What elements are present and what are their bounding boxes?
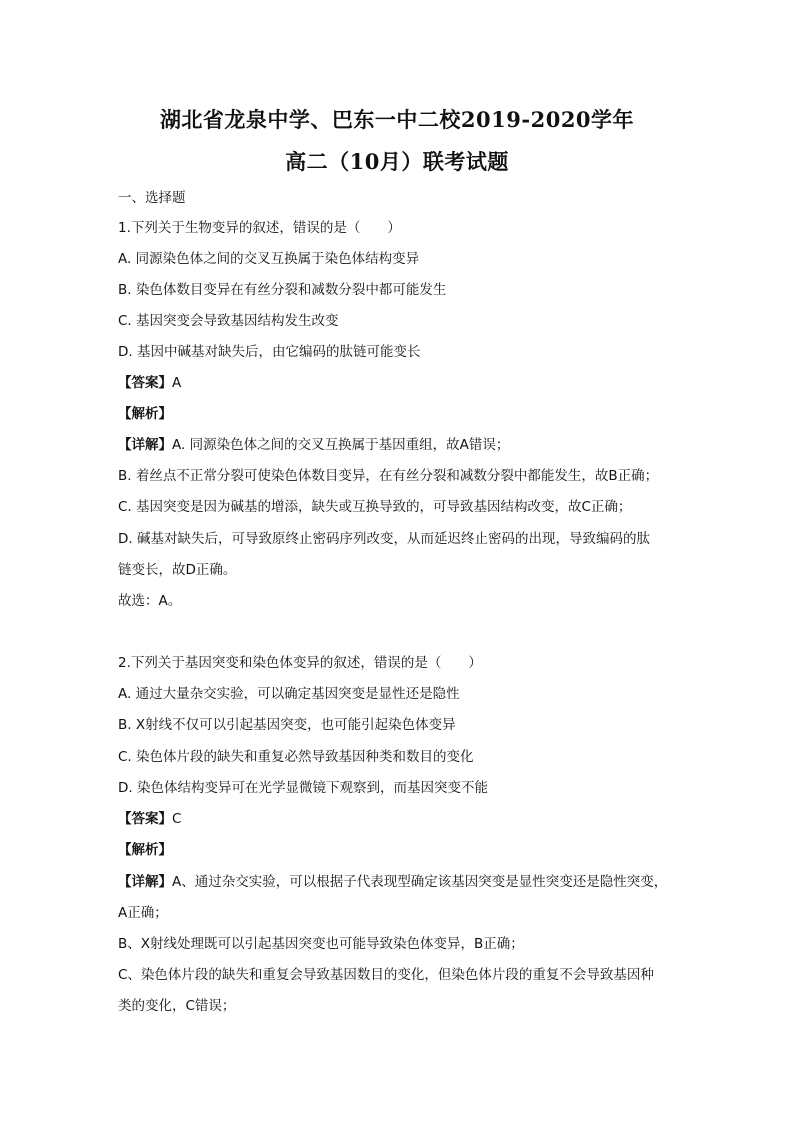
document-title: 湖北省龙泉中学、巴东一中二校2019-2020学年 (159, 107, 635, 132)
question-1-stem: 1.下列关于生物变异的叙述，错误的是（ ） (118, 220, 401, 236)
answer-value: A (172, 375, 182, 391)
detail-text: A、通过杂交实验，可以根据子代表现型确定该基因突变是显性突变还是隐性突变， (172, 874, 668, 890)
section-heading: 一、选择题 (118, 190, 186, 206)
question-2-option-d: D. 染色体结构变异可在光学显微镜下观察到，而基因突变不能 (118, 780, 488, 796)
question-2-detail-a-line1 (118, 873, 667, 891)
question-1-detail-b: B. 着丝点不正常分裂可使染色体数目变异，在有丝分裂和减数分裂中都能发生，故B正确； (118, 468, 659, 484)
question-1-analysis-label: 【解析】 (118, 406, 172, 422)
question-2-option-c: C. 染色体片段的缺失和重复必然导致基因种类和数目的变化 (118, 749, 474, 765)
detail-label: 【详解】 (118, 437, 172, 453)
question-2-detail-a-line2: A正确； (118, 905, 168, 921)
question-1-option-a: A. 同源染色体之间的交叉互换属于染色体结构变异 (118, 251, 420, 267)
question-2-detail-b: B、X射线处理既可以引起基因突变也可能导致染色体变异，B正确； (118, 936, 524, 952)
answer-value: C (172, 811, 182, 827)
question-1-option-d: D. 基因中碱基对缺失后，由它编码的肽链可能变长 (118, 344, 421, 360)
document-subtitle: 高二（10月）联考试题 (285, 149, 509, 174)
question-2-detail-c-line1: C、染色体片段的缺失和重复会导致基因数目的变化，但染色体片段的重复不会导致基因种 (118, 967, 654, 983)
question-1-option-c: C. 基因突变会导致基因结构发生改变 (118, 313, 339, 329)
detail-label: 【详解】 (118, 874, 172, 890)
question-1-conclusion: 故选：A。 (118, 593, 182, 609)
question-2-option-a: A. 通过大量杂交实验，可以确定基因突变是显性还是隐性 (118, 686, 460, 702)
question-2-option-b: B. X射线不仅可以引起基因突变，也可能引起染色体变异 (118, 717, 456, 733)
question-2-detail-c-line2: 类的变化，C错误； (118, 998, 236, 1014)
answer-label: 【答案】 (118, 375, 172, 391)
question-2-answer (118, 810, 181, 828)
detail-text: A. 同源染色体之间的交叉互换属于基因重组，故A错误； (172, 437, 510, 453)
question-2-stem: 2.下列关于基因突变和染色体变异的叙述，错误的是（ ） (118, 655, 482, 671)
question-1-answer (118, 374, 181, 392)
answer-label: 【答案】 (118, 811, 172, 827)
question-1-detail-d-line1: D. 碱基对缺失后，可导致原终止密码序列改变，从而延迟终止密码的出现，导致编码的肽 (118, 531, 650, 547)
question-1-detail-c: C. 基因突变是因为碱基的增添，缺失或互换导致的，可导致基因结构改变，故C正确； (118, 499, 632, 515)
question-2-analysis-label: 【解析】 (118, 842, 172, 858)
question-1-option-b: B. 染色体数目变异在有丝分裂和减数分裂中都可能发生 (118, 282, 447, 298)
question-1-detail-d-line2: 链变长，故D正确。 (118, 562, 237, 578)
question-1-detail-a (118, 436, 509, 454)
